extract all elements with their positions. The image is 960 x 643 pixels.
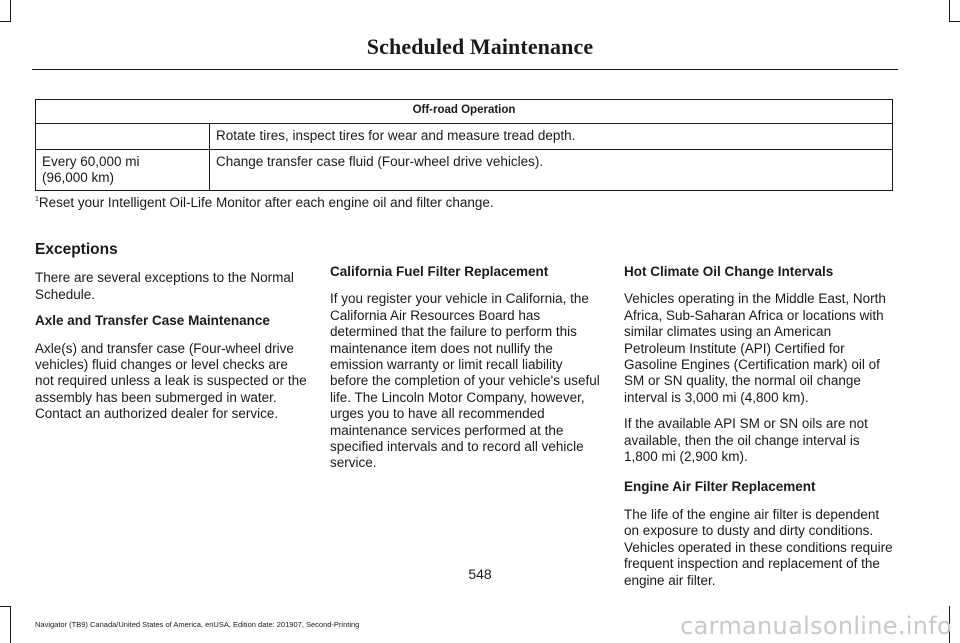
footnote-marker: 1 [35,196,39,203]
subheading-engine-air-filter: Engine Air Filter Replacement [624,479,816,495]
title-divider [32,69,898,70]
column-exceptions [35,238,307,433]
table-cell-interval: Every 60,000 mi (96,000 km) [36,150,210,191]
crop-mark-top-right-v [949,0,950,22]
table-row [36,150,893,191]
watermark-text: carmanualsonline.info [680,612,952,640]
table-cell-interval [36,124,210,150]
table-header-row [36,100,893,124]
column-hot-climate [624,264,896,599]
footnote [35,195,494,210]
paragraph: If the available API SM or SN oils are not available, then the oil change interval is 1,800 mi (2,900 km). [624,416,868,465]
table-heading: Off-road Operation [36,100,893,124]
subheading-axle-transfer-case: Axle and Transfer Case Maintenance [35,313,270,329]
column-california-fuel-filter [330,264,602,482]
crop-mark-top-right-h [949,21,960,22]
page-number: 548 [468,566,492,582]
section-heading-exceptions: Exceptions [35,241,118,258]
crop-mark-top-left-h [0,21,11,22]
table-cell-action: Change transfer case fluid (Four-wheel drive vehicles). [210,150,893,191]
table-row [36,124,893,150]
crop-mark-bottom-left-v [10,606,11,643]
subheading-california-fuel-filter: California Fuel Filter Replacement [330,264,549,279]
paragraph: Axle(s) and transfer case (Four-wheel drive vehicles) fluid changes or level checks are not required unless a leak is suspected or the assembly has been submerged in water. Contact an authorized dealer for service. [35,340,307,422]
table-cell-action: Rotate tires, inspect tires for wear and measure tread depth. [210,124,893,150]
crop-mark-bottom-left-h [0,606,11,607]
paragraph: If you register your vehicle in California, the California Air Resources Board has determined that the failure to perform this maintenance item does not nullify the emission warranty or limit recall liability before the completion of your vehicle's useful life. The Lincoln Motor Company, however, urges you to have all recommended maintenance services performed at the specified intervals and to record all vehicle service. [330,291,600,471]
footnote-text: Reset your Intelligent Oil-Life Monitor after each engine oil and filter change. [38,195,494,210]
edition-info: Navigator (TB9) Canada/United States of America, enUSA, Edition date: 201907, Second-Printing [35,620,360,629]
page-title: Scheduled Maintenance [366,34,594,59]
paragraph: There are several exceptions to the Normal Schedule. [35,270,294,302]
subheading-hot-climate-oil: Hot Climate Oil Change Intervals [624,264,834,279]
paragraph: Vehicles operating in the Middle East, North Africa, Sub-Saharan Africa or locations with similar climates using an American Petroleum Institute (API) Certified for Gasoline Engines (Certification mark) oil of SM or SN quality, the normal oil change interval is 3,000 mi (4,800 km). [624,291,886,405]
maintenance-table [35,99,893,191]
paragraph: The life of the engine air filter is dependent on exposure to dusty and dirty conditions. Vehicles operated in these conditions require frequent inspection and replacement of the engine air filter. [624,506,893,588]
crop-mark-top-left-v [10,0,11,22]
